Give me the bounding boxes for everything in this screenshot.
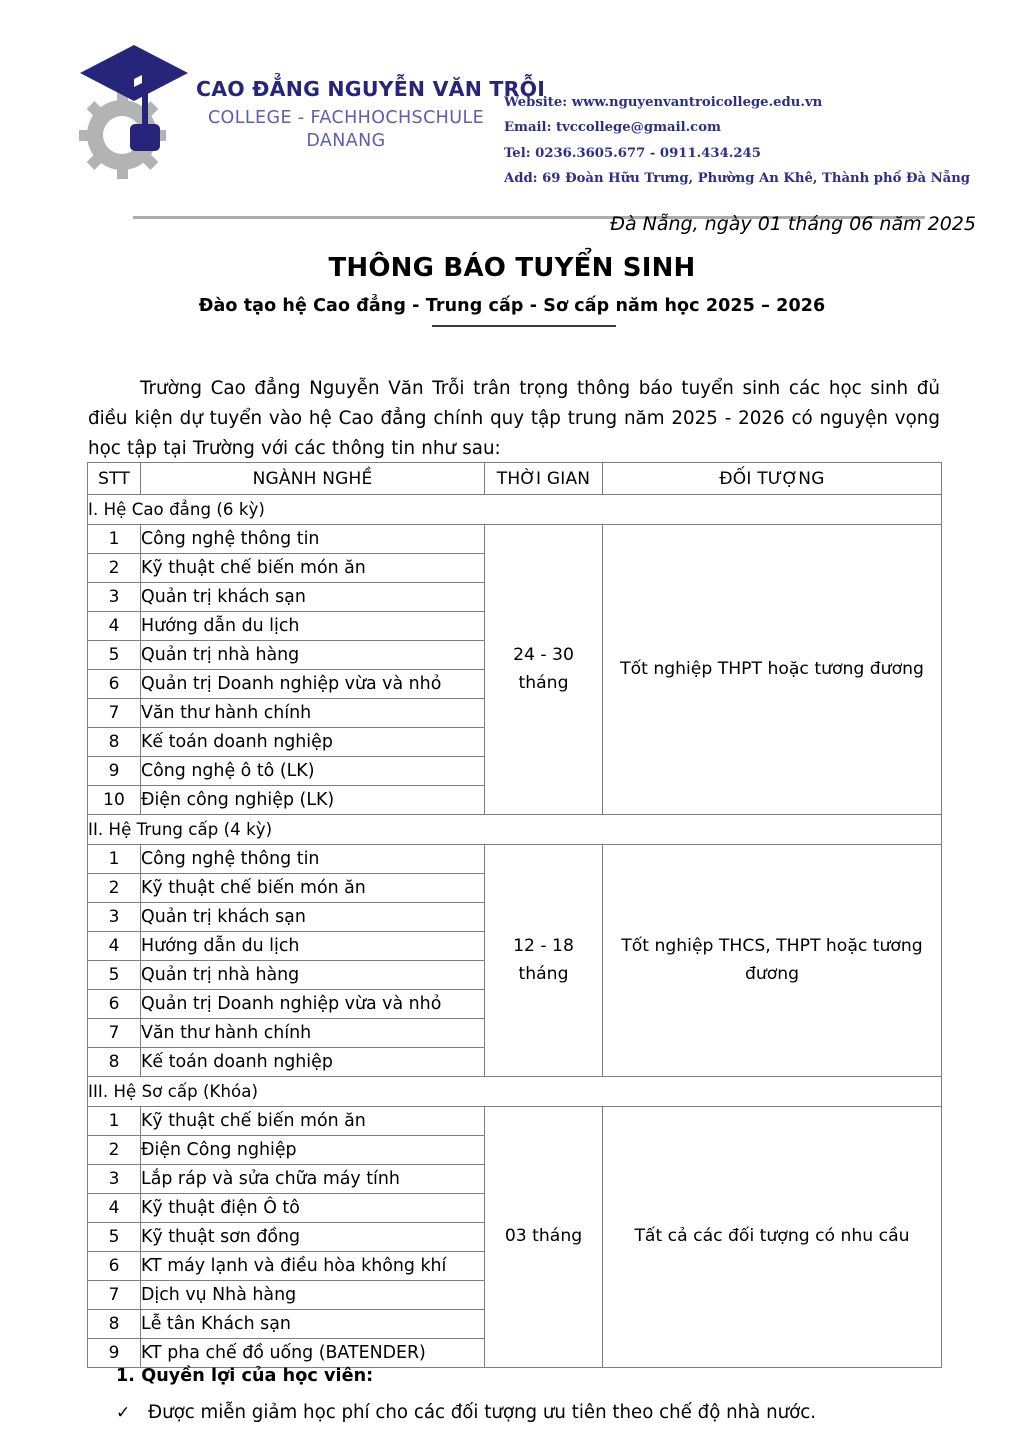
cell-doi-tuong: Tất cả các đối tượng có nhu cầu — [603, 1107, 942, 1368]
cell-nganh-nghe: Kế toán doanh nghiệp — [141, 728, 485, 757]
table-row — [88, 1107, 942, 1136]
table-header-row — [88, 463, 942, 495]
cell-nganh-nghe: Dịch vụ Nhà hàng — [141, 1281, 485, 1310]
contact-block — [504, 90, 1004, 192]
column-header-stt: STT — [88, 463, 141, 495]
cell-nganh-nghe: Kỹ thuật chế biến món ăn — [141, 554, 485, 583]
cell-stt: 7 — [88, 1019, 141, 1048]
thoi-gian-line-1: 24 - 30 — [513, 644, 574, 665]
page-title: THÔNG BÁO TUYỂN SINH — [328, 253, 696, 283]
cell-nganh-nghe: Công nghệ thông tin — [141, 845, 485, 874]
cell-stt: 5 — [88, 1223, 141, 1252]
table-row — [88, 525, 942, 554]
column-header-doi-tuong: ĐỐI TƯỢNG — [603, 463, 942, 495]
cell-stt: 3 — [88, 903, 141, 932]
cell-nganh-nghe: Kỹ thuật chế biến món ăn — [141, 1107, 485, 1136]
cell-nganh-nghe: Lắp ráp và sửa chữa máy tính — [141, 1165, 485, 1194]
column-header-thoi-gian: THỜI GIAN — [485, 463, 603, 495]
cell-stt: 8 — [88, 1048, 141, 1077]
benefits-block — [88, 1366, 968, 1423]
cell-stt: 2 — [88, 1136, 141, 1165]
cell-stt: 1 — [88, 525, 141, 554]
contact-email: Email: tvccollege@gmail.com — [504, 120, 721, 136]
cell-stt: 5 — [88, 641, 141, 670]
benefits-list — [88, 1402, 968, 1423]
thoi-gian-line-2: tháng — [518, 963, 569, 984]
cell-nganh-nghe: Công nghệ thông tin — [141, 525, 485, 554]
cell-nganh-nghe: Quản trị khách sạn — [141, 903, 485, 932]
contact-address: Add: 69 Đoàn Hữu Trưng, Phường An Khê, Thành phố Đà Nẵng — [504, 171, 971, 187]
benefit-text: Được miễn giảm học phí cho các đối tượng ưu tiên theo chế độ nhà nước. — [148, 1402, 817, 1423]
letterhead — [0, 30, 1024, 187]
cell-stt: 4 — [88, 932, 141, 961]
cell-nganh-nghe: Kỹ thuật chế biến món ăn — [141, 874, 485, 903]
cell-nganh-nghe: Văn thư hành chính — [141, 699, 485, 728]
cell-stt: 8 — [88, 1310, 141, 1339]
table-section-heading-row — [88, 815, 942, 845]
cell-stt: 3 — [88, 1165, 141, 1194]
table-section-heading: III. Hệ Sơ cấp (Khóa) — [88, 1077, 942, 1107]
cell-thoi-gian — [485, 845, 603, 1077]
graduation-cap-gear-logo-icon — [78, 39, 190, 181]
brand-name: CAO ĐẲNG NGUYỄN VĂN TRỖI — [196, 77, 546, 101]
cell-doi-tuong: Tốt nghiệp THCS, THPT hoặc tương đương — [603, 845, 942, 1077]
check-icon: ✓ — [116, 1403, 131, 1423]
cell-stt: 6 — [88, 990, 141, 1019]
cell-nganh-nghe: Điện Công nghiệp — [141, 1136, 485, 1165]
cell-nganh-nghe: Công nghệ ô tô (LK) — [141, 757, 485, 786]
cell-nganh-nghe: Quản trị Doanh nghiệp vừa và nhỏ — [141, 990, 485, 1019]
contact-website: Website: www.nguyenvantroicollege.edu.vn — [504, 95, 823, 110]
cell-stt: 4 — [88, 612, 141, 641]
cell-nganh-nghe: Hướng dẫn du lịch — [141, 612, 485, 641]
brand-subtitle-line-1: COLLEGE - FACHHOCHSCHULE — [207, 107, 485, 128]
cell-nganh-nghe: Kỹ thuật điện Ô tô — [141, 1194, 485, 1223]
cell-nganh-nghe: KT pha chế đồ uống (BATENDER) — [141, 1339, 485, 1368]
table-section-heading: II. Hệ Trung cấp (4 kỳ) — [88, 815, 942, 845]
intro-paragraph: Trường Cao đẳng Nguyễn Văn Trỗi trân trọng thông báo tuyển sinh các học sinh đủ điều kiện dự tuyển vào hệ Cao đẳng chính quy tập trung năm 2025 - 2026 có nguyện vọng học tập tại Trường với các thông tin như sau: — [88, 378, 940, 459]
cell-nganh-nghe: Văn thư hành chính — [141, 1019, 485, 1048]
cell-nganh-nghe: KT máy lạnh và điều hòa không khí — [141, 1252, 485, 1281]
cell-stt: 6 — [88, 1252, 141, 1281]
cell-nganh-nghe: Lễ tân Khách sạn — [141, 1310, 485, 1339]
contact-tel: Tel: 0236.3605.677 - 0911.434.245 — [504, 145, 761, 161]
cell-stt: 3 — [88, 583, 141, 612]
column-header-nganh-nghe: NGÀNH NGHỀ — [141, 463, 485, 495]
cell-stt: 6 — [88, 670, 141, 699]
admissions-table — [87, 462, 942, 1368]
cell-stt: 8 — [88, 728, 141, 757]
brand-subtitle — [196, 107, 496, 153]
cell-stt: 9 — [88, 1339, 141, 1368]
cell-stt: 2 — [88, 874, 141, 903]
page-subtitle: Đào tạo hệ Cao đẳng - Trung cấp - Sơ cấp năm học 2025 – 2026 — [198, 296, 826, 316]
brand-subtitle-line-2: DANANG — [306, 130, 386, 151]
cell-thoi-gian — [485, 1107, 603, 1368]
cell-stt: 10 — [88, 786, 141, 815]
table-section-heading-row — [88, 1077, 942, 1107]
admissions-table-wrap — [87, 462, 941, 1368]
thoi-gian-line-2: tháng — [518, 672, 569, 693]
cell-nganh-nghe: Quản trị nhà hàng — [141, 641, 485, 670]
table-section-heading: I. Hệ Cao đẳng (6 kỳ) — [88, 495, 942, 525]
cell-stt: 7 — [88, 1281, 141, 1310]
cell-nganh-nghe: Điện công nghiệp (LK) — [141, 786, 485, 815]
cell-stt: 1 — [88, 845, 141, 874]
cell-thoi-gian — [485, 525, 603, 815]
dateline: Đà Nẵng, ngày 01 tháng 06 năm 2025 — [610, 213, 976, 235]
cell-nganh-nghe: Kế toán doanh nghiệp — [141, 1048, 485, 1077]
cell-stt: 2 — [88, 554, 141, 583]
cell-stt: 5 — [88, 961, 141, 990]
benefit-item — [88, 1402, 968, 1423]
cell-stt: 9 — [88, 757, 141, 786]
cell-nganh-nghe: Hướng dẫn du lịch — [141, 932, 485, 961]
cell-stt: 4 — [88, 1194, 141, 1223]
brand-block — [78, 35, 546, 175]
subtitle-underline — [432, 325, 616, 327]
page-subtitle-wrap — [0, 296, 1024, 316]
cell-nganh-nghe: Quản trị khách sạn — [141, 583, 485, 612]
thoi-gian-line-1: 03 tháng — [504, 1226, 583, 1247]
table-row — [88, 845, 942, 874]
cell-stt: 7 — [88, 699, 141, 728]
brand-text — [196, 77, 546, 153]
cell-nganh-nghe: Kỹ thuật sơn đồng — [141, 1223, 485, 1252]
benefits-heading: 1. Quyền lợi của học viên: — [116, 1366, 374, 1386]
cell-nganh-nghe: Quản trị Doanh nghiệp vừa và nhỏ — [141, 670, 485, 699]
thoi-gian-line-1: 12 - 18 — [513, 935, 574, 956]
table-section-heading-row — [88, 495, 942, 525]
cell-doi-tuong: Tốt nghiệp THPT hoặc tương đương — [603, 525, 942, 815]
cell-stt: 1 — [88, 1107, 141, 1136]
cell-nganh-nghe: Quản trị nhà hàng — [141, 961, 485, 990]
